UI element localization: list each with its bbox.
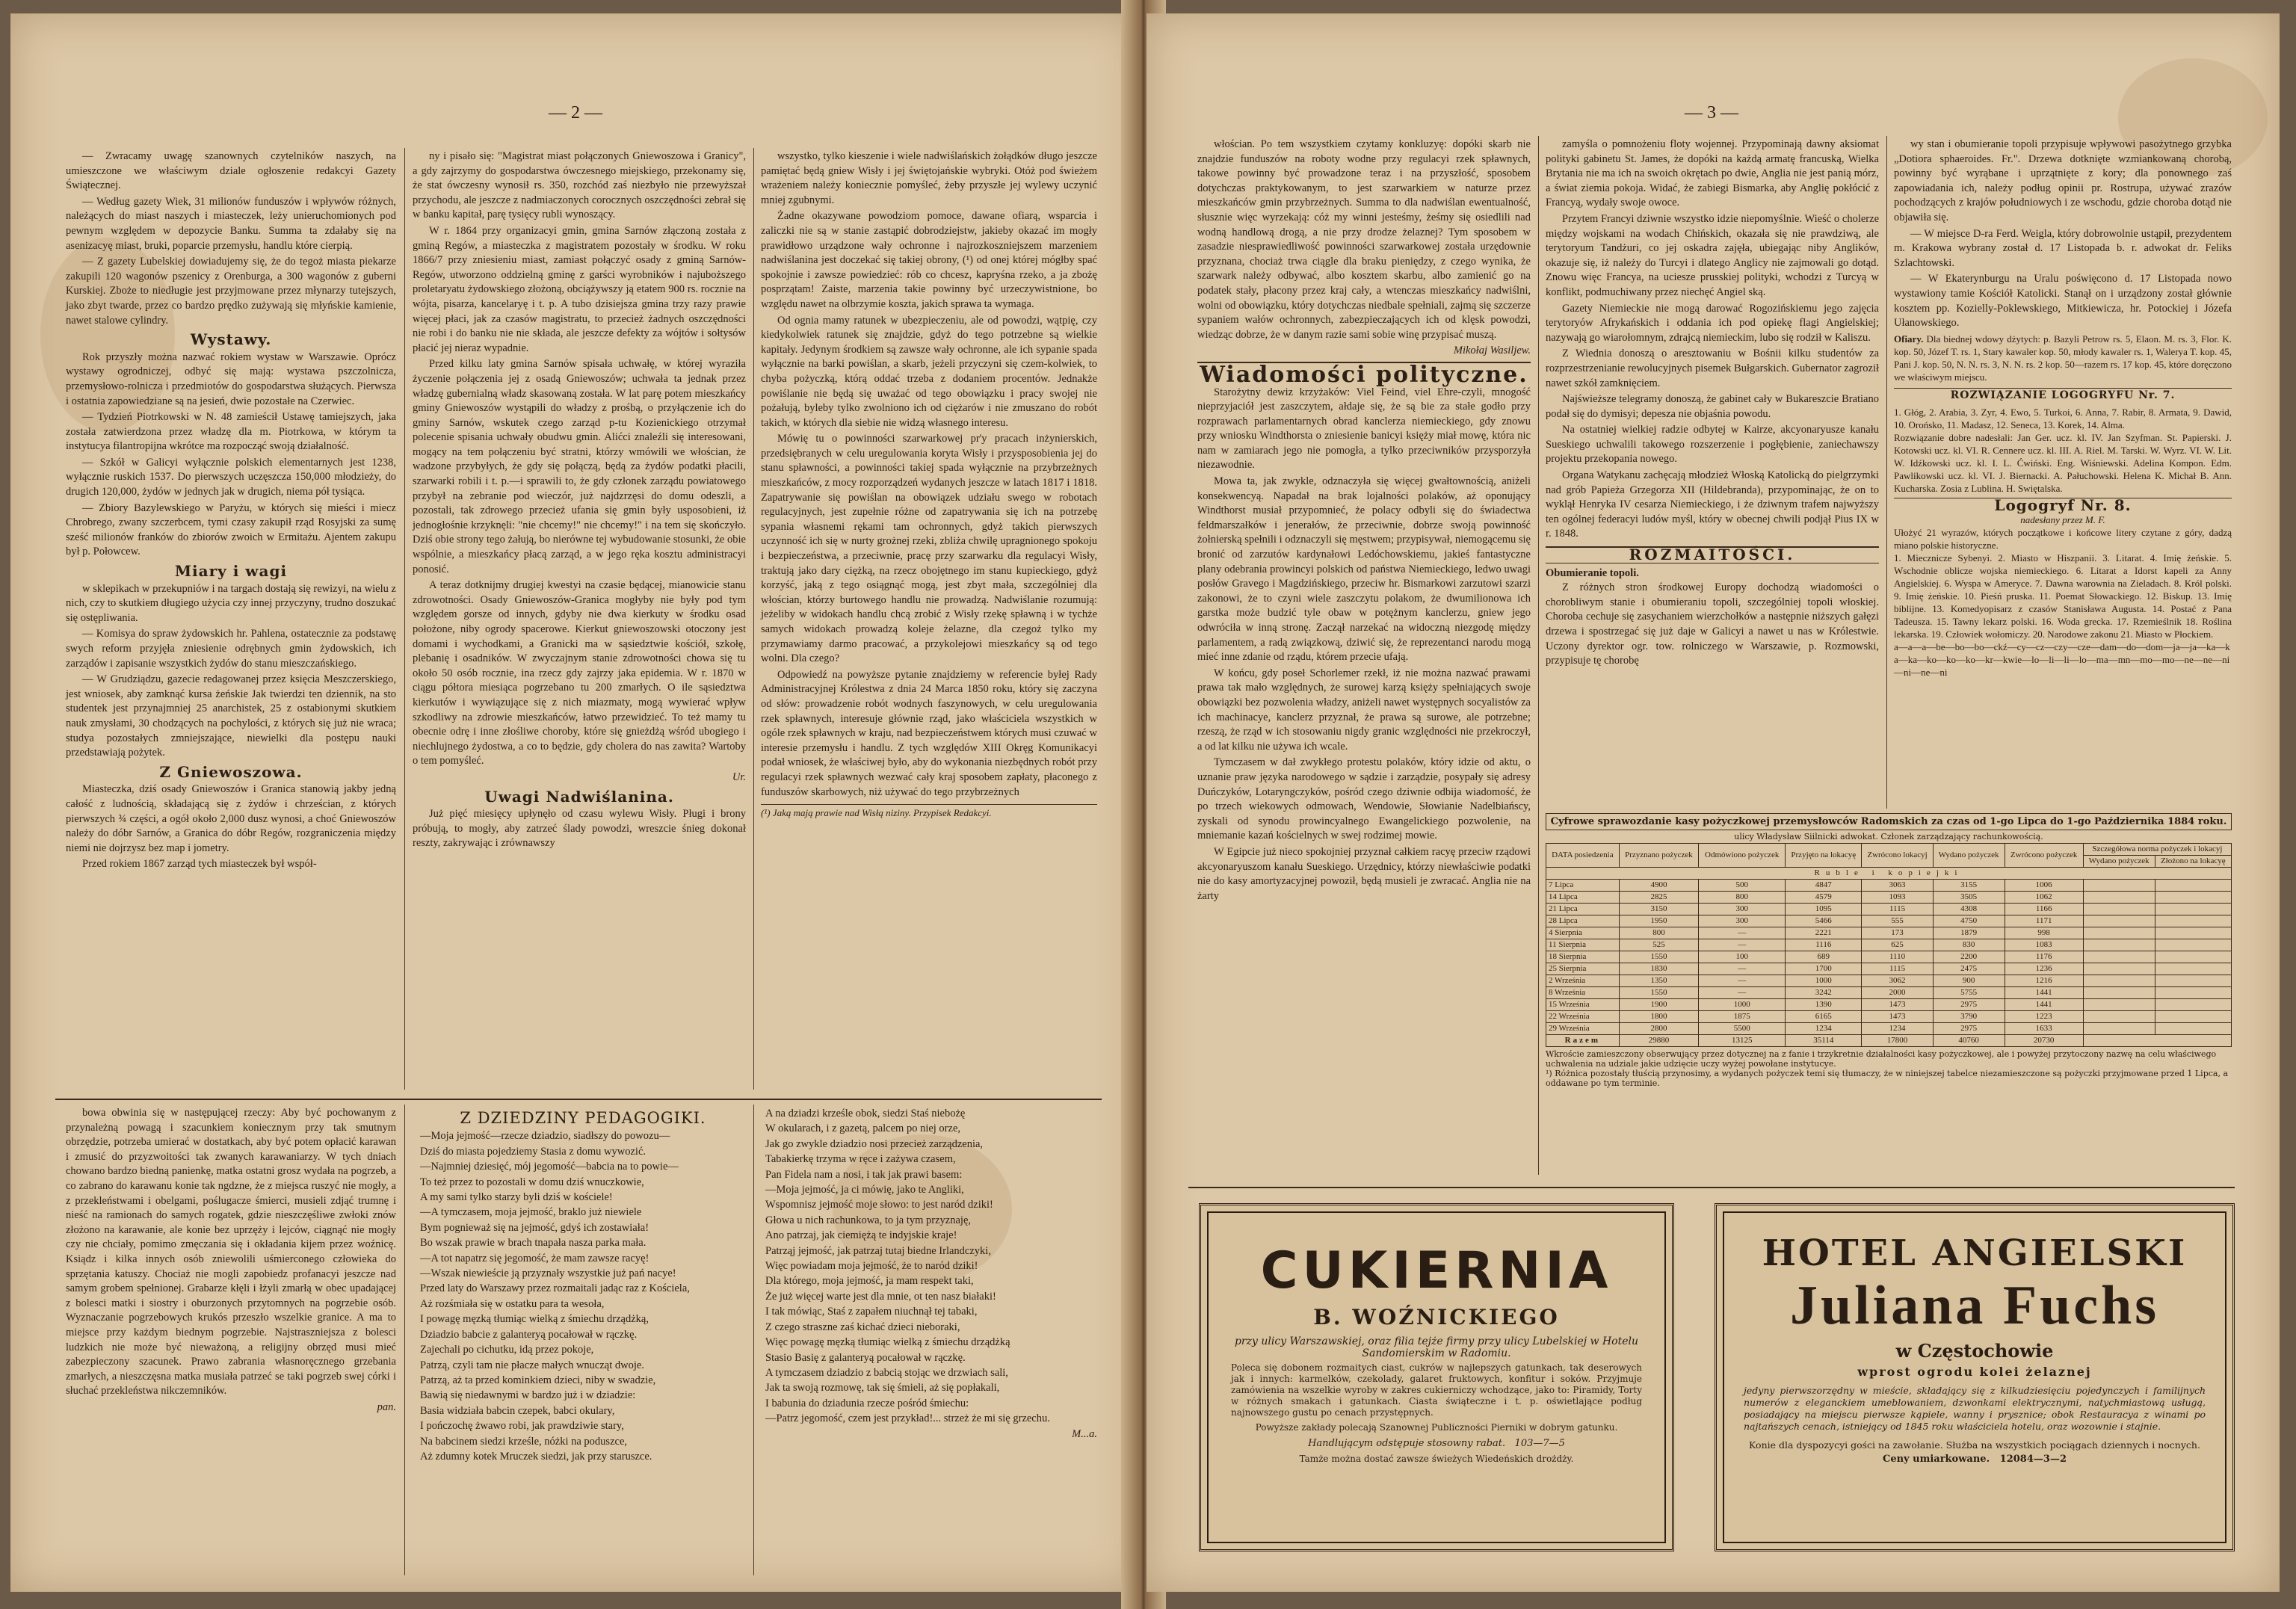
table-cell: 1800 xyxy=(1619,1011,1699,1023)
paragraph: Tymczasem w dał zwykłego protestu polaków, który idzie od aktu, o uznanie praw języka narodowego w sądzie i zarządzie, posypały się adresy Duńczyków, Lotaryngczyków, pośród czego dziwnie odbija wiadomość, że po trzech wiekowych odmowach, Wendowie, Słowianie Nadelbiańscy, zyskali od synodu prowincyalnego Ewangelickiego pozwolenie, na mniemanie kazań kościelnych w swej rodzimej mowie. xyxy=(1197,756,1531,842)
left-column-2 xyxy=(413,149,746,853)
paragraph: — Z gazety Lubelskiej dowiadujemy się, że do tegoż miasta piekarze zakupili 120 wagonów pszenicy z Orenburga, a 300 wagonów z guberni Kurskiej. Zboże to niedługie jest przyjmowane przez młynarzy tutejszych, jako zbyt twarde, przez co bardzo prędko zużywają się młyńskie kamienie, nawet stalowe cylindry. xyxy=(66,256,396,327)
heading-uwagi-nadwislanina: Uwagi Nadwiślanina. xyxy=(484,787,674,806)
paragraph: A teraz dotknijmy drugiej kwestyi na czasie będącej, mianowicie stanu zdrowotności. Osady Gniewoszów-Granica mogłyby nie były pod tym względem gorsze od innych, gdyby nie dwa kierkuty w środku osad położone, niby ogrody spacerowe. Kierkut gniewoszowski otoczony jest domami i wychodkami, a Granicki ma w sąsiedztwie kościół, szkołę, plebanię i osadników. W zwyczajnym stanie zdrowotności chowa się tu około 50 osób rocznie, ina rzecz gdy zajrzy jaka epidemia. W r. 1870 w ciągu półtora miesiąca pogrzebano tu 200 zmarłych. O ile sąsiedztwa kierkutów i wywiązujące się z nich miazmaty, mogą wywierać wpływ szkodliwy na zdrowie mieszkańców, łatwo przewidzieć. To też mamy tu obecnie odrę i inne złośliwe choroby, które się gnieżdżą wśród ubogiego i niechlujnego żydostwa, a co to będzie, gdy cholera do nas zawita? Wartoby o tem pomyśleć. xyxy=(413,579,746,768)
ad-hotel-code: 12084—3—2 xyxy=(1999,1454,2067,1465)
loan-table-body xyxy=(1546,880,2232,1035)
ad-hotel-location: wprost ogrodu kolei żelaznej xyxy=(1857,1365,2092,1379)
lc2-paragraphs-2 xyxy=(413,807,746,851)
total-cell: 17800 xyxy=(1862,1035,1933,1047)
poem-line: I tak mówiąc, Staś z zapałem niuchnął tej tabaki, xyxy=(765,1306,978,1318)
table-cell: 1000 xyxy=(1786,975,1862,987)
table-cell: 2000 xyxy=(1862,987,1933,999)
heading-wystawy: Wystawy. xyxy=(190,330,272,349)
poem-line: To też przez to pozostali w domu dziś wnuczkowie, xyxy=(420,1176,644,1188)
table-subtitle: ulicy Władysław Siilnicki adwokat. Członek zarządzający rachunkowością. xyxy=(1734,832,2043,841)
paragraph: W Egipcie już nieco spokojniej przyznał całkiem racyę przeciw rządowi akcyonaryuszom kanału Sueskiego. Urzędnicy, którzy niewłaściwie podatki nie do kasy amortyzacyjnej powoził, będą musieli je zwracać. Anglia nie na żarty xyxy=(1197,845,1531,902)
table-cell: — xyxy=(1699,927,1786,939)
poem-line: Patrzą, czyli tam nie płacze małych wnucząt dwoje. xyxy=(420,1359,644,1371)
table-cell: 1062 xyxy=(2005,892,2083,904)
poem-line: Tabakierkę trzyma w ręce i zażywa czasem, xyxy=(765,1153,956,1166)
table-cell: 11 Sierpnia xyxy=(1546,939,1620,951)
paragraph: — Tydzień Piotrkowski w N. 48 zamieścił Ustawę tamiejszych, jaka została zatwierdzona przez władzę dla m. Piotrkowa, w którym ta instytucya filantropijna wkrótce ma rozpocząć swoją działalność. xyxy=(66,411,396,453)
paragraph: bowa obwinia się w następującej rzeczy: Aby być pochowanym z przynależną powagą i szacunkiem koniecznym przy tak smutnym obrzędzie, potrzeba umierać w dostatkach, aby być potem opłacić karawan i zmusić do przyzwoitości tak zwanych karawaniarzy. W tych dniach chowano bardzo biedną panienkę, matka ostatni grosz wydała na pogrzeb, a co zabrano do karawanu konie tak ngdzne, że z miejsca ruszyć nie mogły, a z przekleństwami i obelgami, poślugacze śmierci, musieli zdjąć trumnę i nieść na ramionach do samych rogatek, gdzie nieszczęśliwe zwłoki znów złożono na karawanie, ale konie bez uprzęży i lejców, ciągnąć nie mogły czy nie chciały, pomimo zmęczania się i okładania kijem przez woźnicę. Ksiądz i kilka innych osób zniewolili uśmierconego człowieka do sprzętania katuszy. Chociaż nie mogli zapobiedz profanacyi jeszcze nad samym grobem spełnionej. Grabarze kłęli i łżyli zmarłą w obec upadającej z bolesci matki i siostry i oburzonych przytomnych na pogrzebie osób. Wyznaczanie pogrzebowych krukós przeszło wszelkie granice. A ma to miejsce przy każdym biednym pogrzebie. Najstraszniejsza z bolesci ludzkich nie może być nieważoną, a religijny obrzęd musi mieć zabezpieczony szacunek. Prawo zabrania własnoręcznego grzebania zmarłych, a nieszczęsna matka musiała patrzeć se taki pogrzeb swej córki i słuchać przekleństwa nikczemników. xyxy=(66,1107,396,1398)
ads-rule xyxy=(1188,1187,2235,1188)
poem-line: A na dziadzi krześle obok, siedzi Staś niebożę xyxy=(765,1108,966,1119)
poem-line: Na babcinem siedzi krześle, nóżki na poduszce, xyxy=(420,1435,628,1448)
poem-line: Z czego straszne zaś kichać dzieci nieboraki, xyxy=(765,1321,960,1333)
poem-line: I powagę męzką tłumiąc wielką z śmiechu drządżką, xyxy=(420,1313,649,1326)
table-row xyxy=(1546,1011,2232,1023)
table-row xyxy=(1546,904,2232,915)
table-row xyxy=(1546,951,2232,963)
footnote: (¹) Jaką mają prawie nad Wisłą niziny. Przypisek Redakcyi. xyxy=(761,804,1097,819)
table-cell: 28 Lipca xyxy=(1546,915,1620,927)
table-cell: 1115 xyxy=(1862,904,1933,915)
table-cell: 18 Sierpnia xyxy=(1546,951,1620,963)
ad-cukiernia-body: Poleca się dobonem rozmaitych ciast, cukrów w najlepszych gatunkach, tak deserowych jak i innych: karmelków, czekolady, galaret fruktowych, konfitur i soków. Przyjmuje zamówienia na wszelkie wyroby w zakres cukierniczy wchodzące, jako to: Piramidy, Torty w różnych smakach i gatunkach. Ciasta świąteczne i t. p. oświetlające podług najnowszego gustu po cenach przystępnych. xyxy=(1231,1362,1642,1418)
column-divider xyxy=(753,1105,754,1575)
th-norma: Szczegółowa norma pożyczek i lokacyj xyxy=(2083,844,2231,856)
table-cell: 14 Lipca xyxy=(1546,892,1620,904)
table-cell: 1234 xyxy=(1786,1023,1862,1035)
poem-line: Głowa u nich rachunkowa, to ja tym przyznaję, xyxy=(765,1214,972,1226)
paragraph: Organa Watykanu zachęcają młodzież Włoską Katolicką do pielgrzymki nad grób Papieża Grzegorza XII (Hildebranda), przypominając, że on to wyklął Henryka IV cesarza Niemieckiego, i że dziwnym trafem najwyższy ten ogólnej federacyi ludów myśl, który w obecnej chwili podjął Pius IX w r. 1848. xyxy=(1546,469,1879,540)
ad-hotel-title: HOTEL ANGIELSKI xyxy=(1762,1232,2188,1274)
table-cell: 29 Września xyxy=(1546,1023,1620,1035)
heading-wiadomosci-polityczne: Wiadomości polityczne. xyxy=(1200,361,1528,388)
page-number-right: — 3 — xyxy=(1685,103,1738,123)
th-units: Ruble i kopiejki xyxy=(1546,868,2232,880)
ad-hotel-name: Juliana Fuchs xyxy=(1789,1275,2160,1336)
ad-cukiernia xyxy=(1199,1203,1674,1551)
ad-hotel-prices: Ceny umiarkowane. 12084—3—2 xyxy=(1882,1454,2067,1465)
paragraph: Najświeższe telegramy donoszą, że gabinet cały w Bukareszcie Bratiano podał się do dymisyi; depesza nie objaśnia powodu. xyxy=(1546,393,1879,420)
poem-line: —Wszak niewieście ją przyznały wszystkie już pań nacye! xyxy=(420,1267,676,1280)
table-cell: 1234 xyxy=(1862,1023,1933,1035)
table-cell: 2 Września xyxy=(1546,975,1620,987)
column-divider xyxy=(404,1105,405,1575)
table-cell: 1390 xyxy=(1786,999,1862,1011)
paragraph: — Szkół w Galicyi wyłącznie polskich elementarnych jest 1238, wyłącznie ruskich 1537. Do pierwszych uczęszcza 150,000 młodzieży, do drugich 120,000, żydów w jednych jak w drugich, niema pół tysiąca. xyxy=(66,456,396,498)
paragraph: — Komisya do spraw żydowskich hr. Pahlena, ostatecznie za podstawę swych reform przyjęła zniesienie odrębnych gmin żydowskich, ich zarządów i zapisanie wszystkich żydów do stanu mieszczańskiego. xyxy=(66,628,396,670)
table-cell: 4579 xyxy=(1786,892,1862,904)
paragraph: Od ognia mamy ratunek w ubezpieczeniu, ale od powodzi, wątpię, czy kiedykolwiek ratunek się znajdzie, gdyż do tego potrzebne są wielkie kapitały. Jedynym środkiem są zawsze wały ochronne, ale ich sypanie spada wyłącznie na barki powiślan, a skarb, jeżeli przyczyni się czem-kolwiek, to chyba pożyczką, którą oddać trzeba z dodaniem procentów. Jednakże powiślanie nie będą się uważać od tego obowiązku i pracy swojej nie pożałują, byleby tylko zwolniono ich od ciężarów i nie zmuszano do robót takich, w których dla siebie nie widzą własnego interesu. xyxy=(761,314,1097,429)
table-cell: 2825 xyxy=(1619,892,1699,904)
table-cell: 800 xyxy=(1699,892,1786,904)
table-row xyxy=(1546,1023,2232,1035)
poem-column-2 xyxy=(765,1106,1097,1442)
table-cell: 1116 xyxy=(1786,939,1862,951)
ofiary-text: Dla biednej wdowy dżytych: p. Bazyli Petrow rs. 5, Elaon. M. rs. 3, Flor. K. kop. 50, Józef T. rs. 1, Stary kawaler kop. 50, młody kawaler rs. 1, Walerya T. kop. 45, Pani J. kop. 50, N. N. rs. 3, N. N. rs. 2 kop. 50—razem rs. 17 kop. 45, które doręczono we właściwym miejscu. xyxy=(1894,333,2232,383)
total-cell: 13125 xyxy=(1699,1035,1786,1047)
heading-miary-i-wagi: Miary i wagi xyxy=(174,562,288,581)
th-wydano: Wydano pożyczek xyxy=(1933,844,2005,868)
table-title: Cyfrowe sprawozdanie kasy pożyczkowej przemysłowców Radomskich za czas od 1-go Lipca do 1-go Października 1884 roku. xyxy=(1546,813,2232,830)
feuilleton-column-1 xyxy=(66,1106,396,1415)
poem-line: I pończochę żwawo robi, jak prawdziwie stary, xyxy=(420,1420,624,1433)
logogryf-7-heading: ROZWIĄZANIE LOGOGRYFU Nr. 7. xyxy=(1894,388,2232,404)
logogryf-8-intro: Ułożyć 21 wyrazów, których początkowe i końcowe litery czytane z góry, dadzą miano polskie historyczne. xyxy=(1894,526,2232,551)
rc3-paragraphs xyxy=(1894,138,2232,331)
table-cell: 500 xyxy=(1699,880,1786,892)
th-data: DATA posiedzenia xyxy=(1546,844,1620,868)
poem-heading: Z DZIEDZINY PEDAGOGIKI. xyxy=(460,1109,706,1127)
table-cell: 5755 xyxy=(1933,987,2005,999)
table-cell: 689 xyxy=(1786,951,1862,963)
poem-lines-1 xyxy=(420,1128,746,1464)
poem-line: —Moja jejmość, ja ci mówię, jako te Angliki, xyxy=(765,1184,964,1196)
paragraph: — Według gazety Wiek, 31 milionów funduszów i wpływów różnych, należących do miast naszych i miasteczek, leży unieruchomionych pod pewnym względem w depozycie Banku. Summa ta zdałaby się na asenizacyę miast, bruki, poparcie przemysłu, handlu które cierpią. xyxy=(66,195,396,252)
table-cell: 1083 xyxy=(2005,939,2083,951)
table-row xyxy=(1546,975,2232,987)
signature-ur: Ur. xyxy=(732,770,746,783)
poem-line: —A tot napatrz się jegomość, że mam zawsze racyę! xyxy=(420,1252,649,1264)
total-cell: 29880 xyxy=(1619,1035,1699,1047)
th-zwrocono-lok: Zwrócono lokacyj xyxy=(1862,844,1933,868)
total-cell: 35114 xyxy=(1786,1035,1862,1047)
paragraph: Rok przyszły można nazwać rokiem wystaw w Warszawie. Oprócz wystawy ogrodniczej, odbyć się mają: wystawa pszczolnicza, przemysłowo-rolnicza i przedmiotów do gospodarstwa służących. Pierwsza i ostatnia zapowiedziane są na jesień, dwie pozostałe na Czerwiec. xyxy=(66,350,396,407)
table-cell: 1223 xyxy=(2005,1011,2083,1023)
table-row xyxy=(1546,999,2232,1011)
table-cell: 1550 xyxy=(1619,987,1699,999)
ad-hotel-body: jedyny pierwszorzędny w mieście, składający się z kilkudziesięciu pojedynczych i familijnych numerów z eleganckiem umeblowaniem, dzwonkami elektrycznymi, natychmiastową usługą, posiadający na miejscu pierwsze kąpiele, wanny i prysznice; obok Restauracya z winami po najtańszych cenach, istniejący od 1845 roku właściciela hotelu, oraz wozownie i stajnie. xyxy=(1744,1385,2206,1432)
table-cell: 555 xyxy=(1862,915,1933,927)
ad-cukiernia-title: CUKIERNIA xyxy=(1260,1241,1613,1300)
paragraph: W r. 1864 przy organizacyi gmin, gmina Sarnów złączoną została z gminą Regów, a miasteczka z magistratem pozostały w środku. W roku 1866/7 przy zniesieniu miast, zamiast połączyć osady z gminą Sarnów-Regów, utworzono oddzielną gminę z garści wyrobników i najuboższego proletaryatu żydowskiego złożoną, obciążywszy ją etatem 900 rs. rocznie na wójta, pisarza, kancelaryę i t. p. A tubo dzisiejsza gmina trzy razy prawie więcej płaci, jak za czasów magistratu, to przecież żadnych oszczędności nie robi i do banku nie nie składa, ale jeszcze defekty za wójtów i sołtysów płacić jej nieraz wypadnie. xyxy=(413,224,746,354)
column-divider xyxy=(1538,136,1539,1175)
table-cell: 6165 xyxy=(1786,1011,1862,1023)
signature-wasiljew: Mikołaj Wasiljew. xyxy=(1453,345,1531,357)
table-cell: 1115 xyxy=(1862,963,1933,975)
column-divider xyxy=(1886,136,1887,809)
poem-line: Bo wszak prawie w brach tnapała nasza parka mała. xyxy=(420,1237,646,1250)
poem-line: Stasio Basię z galanteryą pocałował w rączkę. xyxy=(765,1351,966,1364)
table-cell: 1441 xyxy=(2005,987,2083,999)
table-cell: 300 xyxy=(1699,915,1786,927)
table-cell: 4847 xyxy=(1786,880,1862,892)
lc1-paragraphs-3 xyxy=(66,582,396,761)
logogryf-8-author: nadesłany przez M. F. xyxy=(2020,513,2105,525)
lc1-paragraphs-2 xyxy=(66,350,396,560)
poem-line: I babunia do dziadunia rzecze pośród śmiechu: xyxy=(765,1397,969,1409)
table-cell: 1473 xyxy=(1862,1011,1933,1023)
poem-line: —A tymczasem, moja jejmość, braklo już niewiele xyxy=(420,1206,642,1219)
logogryf-8-syllables: a—a—a—be—bo—bo—ckź—cy—cz—czy—cze—dam—do—dom—ja—ja—ka—ka—ka—ko—ko—ko—kr—kwie—lo—li—li—lo—ma—mn—mo—mo—ne—ne—ni—ni—ne—ni xyxy=(1894,640,2230,678)
table-cell: 800 xyxy=(1619,927,1699,939)
poem-line: Ano patrzaj, jak ciemiężą te indyjskie kraje! xyxy=(765,1229,957,1242)
ad-hotel-angielski xyxy=(1715,1203,2235,1551)
table-cell: 5500 xyxy=(1699,1023,1786,1035)
table-cell: 830 xyxy=(1933,939,2005,951)
table-cell: 1166 xyxy=(2005,904,2083,915)
paragraph: wy stan i obumieranie topoli przypisuje wpływowi pasożytnego grzybka „Dotiora sphaeroides. Fr.". Drzewa dotknięte wzmiankowaną chorobą, powinny być wyrąbane i uprzątnięte z kory; dla ponownego zaś zapowiadania ich, należy podług opinii pr. Rostrupa, używać zrazów pochodzących z krajów południowych i ze wschodu, gdzie choroba dotąd nie objawiła się. xyxy=(1894,138,2232,223)
table-cell: — xyxy=(1699,975,1786,987)
ofiary-heading: Ofiary. xyxy=(1894,333,1924,345)
poem-lines-2 xyxy=(765,1106,1097,1427)
paragraph: — W Grudziądzu, gazecie redagowanej przez księcia Meszczerskiego, jest wniosek, aby zamknąć kursa żeńskie Jak twierdzi ten dziennik, na sto studentek jest przynajmniej 25 anarchistek, 25 z ostabionymi skutkiem nauk zmysłami, 30 chodzących na pochylości, z których się już nie wraca; studya pozostałych zmniejszające, niewielki dla postępu nauki przedstawiają pożytek. xyxy=(66,673,396,759)
table-cell: 2975 xyxy=(1933,999,2005,1011)
paragraph: Starożytny dewiz krzyżaków: Viel Feind, viel Ehre-czyli, mnogość nieprzyjaciół jest zaszczytem, ałdaje się, że są bie za stałe godło przy rozprawach parlamentarnych obrad kanclerza niemieckiego, gdy znowu przy wniosku Windthorsta o zniesienie banicyi księży miał mowę, która nic nam w zamiarach jego nie pomogła, a tylko przeciwników przysporzyła niezawodnie. xyxy=(1197,386,1531,472)
poem-line: Basia widziała babcin czepek, babci okulary, xyxy=(420,1404,615,1417)
table-cell: 4750 xyxy=(1933,915,2005,927)
page-number-left: — 2 — xyxy=(549,103,602,123)
table-cell: 1879 xyxy=(1933,927,2005,939)
table-row xyxy=(1546,963,2232,975)
paragraph: Mowa ta, jak zwykle, odznaczyła się więcej gwałtownością, aniżeli konsekwencyą. Napadał na brak lojalności polaków, aż oponujący Windthorst musiał przypomnieć, że polacy odbyli się do świadectwa feldmarszałków i jenerałów, że przeciwnie, dobrze swoją powinność żołnierską spełnili i odznaczyli się męstwem; przypisywał, niemogącemu się bronić od zarzutów kardynałowi Ledóchowskiemu, jakieś fantastyczne plany odebrania prowincyi polskich od państwa Niemieckiego, ledwo uwagi posłów Gravego i Magdzińskiego, przeciw hr. Bismarkowi zarzutowi szarzi zakonowi, że to czyni wiele zaszczytu polakom, że dwumilionowa ich garstka może budzić tyle obaw w potężnym kanclerzu, gniew jego odwróciła w inną stronę. Zaczął narzekać na widoczną niezgodę między parlamentem, a radą związkową, dziwić się, że reprezentanci narodu mogą mieć inne zdanie od rządu, którem przecie ufają. xyxy=(1197,475,1531,664)
paragraph: Żadne okazywane powodziom pomoce, dawane ofiarą, wsparcia i zaliczki nie są w stanie zastąpić dobrodziejstw, jakieby okazać im mogły prawidłowo urządzone wały ochronne i najrozkoszniejszem marzeniem nadwiślanina jest doczekać się takiej obrony, (¹) od onej której mógłby spać spokojnie i zawsze powiedzieć: rób co chcesz, kapryśna rzeko, a ja zbożę posprzątam! Zaiste, marzenia takie powinny być urzeczywistnione, bo względu nawet na olbrzymie koszta, jakich sprawa ta wymaga. xyxy=(761,210,1097,310)
lc1-paragraphs xyxy=(66,149,396,328)
table-cell: 4900 xyxy=(1619,880,1699,892)
paragraph: Przed kilku laty gmina Sarnów spisała uchwałę, w której wyraziła życzenie połączenia jej z osadą Gniewoszów; uchwała ta jednak przez władzę gubernialną władz skasowaną została. W lat parę potem mieszkańcy gminy Gniewoszów wystąpili do władzy z prośbą, o przyłączenie ich do gminy Sarnów, wskutek czego zarząd p-tu Kozienickiego otrzymał polecenie spisania uchwały obudwu gmin. Alićci znaleźli się interesowani, mogący na tem połączeniu być stratni, którzy wmówili we włościan, że wadzone przybyłych, że gdy się połączą, będą za żydów podatki płacili, szarwarki robili i t. p.—i sprawili to, że gdy członek zarządu powiatowego przybył na zebranie pod wieczór, już najdzrzęsi do domu odeszli, a pozostali, tak zdrowego przecież ufania się gmin były usposobieni, iż jednogłośnie krzyknęli: "nie chcemy!" nie chcemy!" i na tem się skończyło. Dziś obie strony tego żałują, bo nierówne tej wybudowanie stosunki, że obie wspólnie, a mieszkańcy płacą zarząd, a w jego ręka kosztu administracyi ponosić. xyxy=(413,358,746,575)
left-column-1 xyxy=(66,149,396,874)
table-cell: 1006 xyxy=(2005,880,2083,892)
signature-pan: pan. xyxy=(377,1400,396,1413)
logogryf-7-answers: 1. Głóg, 2. Arabia, 3. Zyr, 4. Ewo, 5. Turkoi, 6. Anna, 7. Rabir, 8. Armata, 9. Dawid, 10. Orońsko, 11. Madasz, 12. Seneca, 13. Korek, 14. Alma. xyxy=(1894,407,2232,431)
table-cell: 1950 xyxy=(1619,915,1699,927)
total-cell: 20730 xyxy=(2005,1035,2083,1047)
table-cell: 525 xyxy=(1619,939,1699,951)
paragraph: Mówię tu o powinności szarwarkowej pr'y pracach inżynierskich, przedsiębranych w celu uregulowania koryta Wisły i przysposobienia jej do stanu spławności, a powinności takiej spada wyłącznie na przybrzeżnych mieszkańców, z mocy rozporządzeń wydanych jeszcze w latach 1817 i 1818. Zapatrywanie się powiślan na obowiązek udziału swego w robotach regulacyjnych, jest zupełnie różne od zapatrywania się ich na potrzebę sypania własnemi rękami tam ochronnych, gdyż takich pierwszych uczynność ich się w nurty grożnej rzeki, zbliża chwilę upragnionego spokoju i bezpieczeństwa, a przeciwnie, pracę przy szarwarku dla regulacyi Wisły, traktują jako dary ciężką, na rzecz obojętnego im stanu kupieckiego, gdyż korzyść, jaką z tego osiągnąć mogą, jest zbyt mała, szczególniej dla włościan, którzy burtowego handlu nie prowadzą. Nadwiślanie rozumują: jeżeliby w widokach handlu chcą zrobić z Wisły rzekę spławną i w tychże samych widokach prowadzą koleje żelazne, dla czegoż tylko my przymawiamy darmo pracować, a przykolejowi mieszkańcy są od tego wolni. Dla czego? xyxy=(761,433,1097,665)
th-wydano-sub: Wydano pożyczek xyxy=(2083,856,2155,868)
th-odmowiono: Odmówiono pożyczek xyxy=(1699,844,1786,868)
poem-line: Patrzą, aż ta przed kominkiem dzieci, niby w swadzie, xyxy=(420,1374,656,1386)
paragraph: Z Wiednia donoszą o aresztowaniu w Bośnii kilku studentów za rozprzestrzenianie rewolucyjnych pisemek Bułgarskich. Gubernator zagroził nawet szkół zamknięciem. xyxy=(1546,348,1879,389)
table-cell: 1093 xyxy=(1862,892,1933,904)
table-cell: 1550 xyxy=(1619,951,1699,963)
right-column-3 xyxy=(1894,138,2232,679)
table-cell: 2800 xyxy=(1619,1023,1699,1035)
poem-line: Przed laty do Warszawy przez rozmaitali jadąc raz z Kościela, xyxy=(420,1282,690,1295)
rc1-paragraphs xyxy=(1197,138,1531,342)
poem-line: A my sami tylko starzy byli dziś w kościele! xyxy=(420,1191,613,1204)
ad-cukiernia-code: 103—7—5 xyxy=(1514,1438,1565,1449)
table-cell: 1875 xyxy=(1699,1011,1786,1023)
table-cell: 625 xyxy=(1862,939,1933,951)
poem-signature: M...a. xyxy=(1072,1427,1097,1440)
th-zlozono-sub: Złożono na lokacyę xyxy=(2155,856,2231,868)
poem-line: Wspomnisz jejmość moje słowo: to jest naród dziki! xyxy=(765,1199,993,1211)
table-note-1: Wkroście zamieszczony obserwujący przez dotycznej na z fanie i trzykretnie działalności kasy pożyczkowej, ale i powyżej przytoczony nazwę na celu właściwego uchwalenia na udziale jakie udzięcie uczy wyżej powołane instytucye. xyxy=(1546,1049,2217,1069)
poem-line: Bym pognieważ się na jejmość, gdyś ich zostawiała! xyxy=(420,1221,649,1234)
table-cell: 300 xyxy=(1699,904,1786,915)
table-cell: 22 Września xyxy=(1546,1011,1620,1023)
table-cell: 2200 xyxy=(1933,951,2005,963)
paragraph: ny i pisało się: "Magistrat miast połączonych Gniewoszowa i Granicy", a gdy zajrzymy do gospodarstwa ówczesnego miejskiego, przekonamy się, że stat ówczesny wynosił rs. 350, rozchód zaś niezbyło nie przewyższał przychodu, ale jeszcze z nadmiaczonych corocznych oszczędności zebrał się w banku kapitał, parę tysięcy rubli wynoszący. xyxy=(413,150,746,221)
table-cell: 2475 xyxy=(1933,963,2005,975)
table-cell: — xyxy=(1699,963,1786,975)
heading-rozmaitosci: ROZMAITOŚCI. xyxy=(1546,546,1879,563)
poem-line: Aż rozśmiała się w ostatku para ta wesoła, xyxy=(420,1297,605,1310)
feuilleton-rule xyxy=(55,1099,1102,1100)
poem-line: Pan Fidela nam a nosi, i tak jak prawi basem: xyxy=(765,1168,963,1181)
table-cell: 2221 xyxy=(1786,927,1862,939)
table-row xyxy=(1546,927,2232,939)
poem-line: Więc powiadam moja jejmość, że to naród dziki! xyxy=(765,1260,978,1273)
table-cell: 3150 xyxy=(1619,904,1699,915)
paragraph: W końcu, gdy poseł Schorlemer rzekł, iż nie można nazwać prawami prawa tak mało względnych, że surowej karzą księży spełniających swoje obowiązki bez pozwolenia władzy, aniżeli nawet występnych socyalistów za ich machinacye, kanclerz przyznał, że prawa są surowe, ale potrzebne; rzeszą, że rząd w ich stosowaniu nigdy granic względności nie przekroczył, a od lat kilku nie używa ich wcale. xyxy=(1197,667,1531,753)
table-cell: 1830 xyxy=(1619,963,1699,975)
table-row xyxy=(1546,987,2232,999)
heading-gniewoszowa: Z Gniewoszowa. xyxy=(159,762,303,781)
table-cell: 8 Września xyxy=(1546,987,1620,999)
table-cell: 1633 xyxy=(2005,1023,2083,1035)
poem-line: A tymczasem dziadzio z babcią stojąc we drzwiach sali, xyxy=(765,1366,1008,1379)
lc1-paragraphs-4 xyxy=(66,782,396,872)
table-cell: 100 xyxy=(1699,951,1786,963)
column-divider xyxy=(753,148,754,1090)
poem-column-1 xyxy=(420,1106,746,1464)
poem-line: Dziś do miasta pojedziemy Stasia z domu wywozić. xyxy=(420,1145,646,1158)
ad-cukiernia-body-2: Powyższe zakłady polecają Szanownej Publiczności Pierniki w dobrym gatunku. xyxy=(1255,1422,1618,1433)
column-divider xyxy=(404,148,405,1090)
paragraph: włościan. Po tem wszystkiem czytamy konkluzyę: dopóki skarb nie znajdzie funduszów na roboty wodne przy regulacyi rzek spławnych, takowe powinny być prowadzone teraz i na przyszłość, sposobem dotychczas praktykowanym, to jest szarwarkiem w naturze przez mieszkańców gmin przybrzeżnych. Summa to dla nadwiślan ewentualność, słusznie więc wyrzekają: cóż my winni jesteśmy, żeśmy się osiedlili nad wodną handlową drogą, a nie przy drodze żelaznej? Tym sposobem w zasadzie niesprawiedliwość powinności szarwarkowej została urzędownie przyznana, chociaż trwa ciągle dla braku pieniędzy, z czego wynika, że szarwark należy odbywać, albo kosztem skarbu, albo zamienić go na podatek stały, płacony przez kraj cały, a wtenczas mieszkańcy nadwiślni, wolni od obowiązku, który dotychczas niedbale spełniali, zajmą się szczerze sypaniem wałów ochronnych, zabezpieczających ich od klęsk powodzi, wiedząc dobrze, że w danym razie sami sobie winę przypisać muszą. xyxy=(1197,138,1531,341)
paragraph: — W miejsce D-ra Ferd. Weigla, który dobrowolnie ustąpił, prezydentem m. Krakowa wybrany został d. 17 Listopada b. r. adwokat dr. Feliks Szlachtowski. xyxy=(1894,227,2232,269)
th-przyznano: Przyznano pożyczek xyxy=(1619,844,1699,868)
paragraph: Miasteczka, dziś osady Gniewoszów i Granica stanowią jakby jedną całość z ludnością, składającą się z żydów i chrześcian, z których pierwszych ¾ części, a ogół około 2,000 dusz wynosi, a choć Gniewoszów należy do dóbr Sarnów, a Granica do dóbr Regów, rozgraniczenia między niemi nie dojrzysz bez map i jometry. xyxy=(66,783,396,854)
ad-cukiernia-address: przy ulicy Warszawskiej, oraz filia tejże firmy przy ulicy Lubelskiej w Hotelu Sandomierskim w Radomiu. xyxy=(1234,1335,1639,1359)
table-cell: 3790 xyxy=(1933,1011,2005,1023)
heading-obumieranie-topoli: Obumieranie topoli. xyxy=(1546,566,1639,579)
rc2-paragraphs xyxy=(1546,138,1879,542)
poem-line: Patrząj jejmość, jak patrzaj tutaj biedne Irlandczyki, xyxy=(765,1244,991,1257)
table-row xyxy=(1546,880,2232,892)
logogryf-7-solvers: Rozwiązanie dobre nadesłali: Jan Ger. ucz. kl. IV. Jan Szyfman. St. Papierski. J. Kotowski ucz. kl. VI. R. Cennere ucz. kl. III. A. Riel. M. Tarski. W. Wyrz. VI. W. Lit. W. Idźkowski ucz. kl. I. L. Ćwiński. Eng. Wiśniewski. Adelina Kompon. Edm. Pawlikowski ucz. kl. VI. J. Biernacki. A. Pałuchowski. Helena K. Michał B. Ann. Kucharska. Zosia z Lublina. H. Swiętalska. xyxy=(1894,432,2232,495)
table-cell: 1095 xyxy=(1786,904,1862,915)
poem-line: —Patrz jegomość, czem jest przykład!... strzeż że mi się grzechu. xyxy=(765,1412,1050,1425)
poem-line: Bawią się niedawnymi w bardzo już i w dziadzie: xyxy=(420,1389,636,1402)
table-cell: 3063 xyxy=(1862,880,1933,892)
poem-line: —Najmniej dziesięć, mój jegomość—babcia na to powie— xyxy=(420,1161,679,1173)
paragraph: Przytem Francyi dziwnie wszystko idzie niepomyślnie. Wieść o cholerze między wojskami na wodach Chińskich, okazała się nie prawdziwą, ale terytoryum Tandżuri, co jej oskadra zajęła, ubiegając niby Anglików, okazuje się, iż należy do Turcyi i dlatego Anglicy nie zajmowali go dotąd. Znowu więc Francya, na uciesze prusskiej polityki, wchodzi z Turcyą w konflikt, podmuchiwany przez niechęć Angiel ską. xyxy=(1546,212,1879,298)
table-cell: 7 Lipca xyxy=(1546,880,1620,892)
table-cell: 1236 xyxy=(2005,963,2083,975)
paragraph: — Zbiory Bazylewskiego w Paryżu, w których się mieści i miecz Chrobrego, zwany szczerbcem, tymi czasy zakupił rząd Rosyjski za sumę sześć milionów franków do zbiorów zwoich w Ermitażu. Ajentem zakupu był p. Połowcew. xyxy=(66,501,396,558)
lc3-paragraphs xyxy=(761,149,1097,800)
logogryf-8-clues: 1. Miecznicze Sybenyi. 2. Miasto w Hiszpanii. 3. Litarat. 4. Imię żeńskie. 5. Wschodnie oblicze wojska niemieckiego. 6. Litarat a Idorst kapeli za Anny Angielskiej. 6. Wyspa w Ameryce. 7. Dawna warownia na Zieladach. 8. Król polski. 9. Imię żeńskie. 10. Pieśń pruska. 11. Poemat Słowackiego. 12. Biskup. 13. Imię biblijne. 13. Komedyopisarz z czasów Stanisława Augusta. 14. Postać z Pana Tadeusza. 15. Tawny lekarz polski. 16. Woda grecka. 17. Rzemieślnik 18. Roślina lekarska. 19. Człowiek wołomiczy. 20. Narodowe zakonu 21. Miasto w Płockiem. xyxy=(1894,552,2232,640)
logogryf-8-heading: Logogryf Nr. 8. xyxy=(1894,498,2232,513)
feuilleton-text xyxy=(66,1106,396,1399)
total-cell: 40760 xyxy=(1933,1035,2005,1047)
table-row xyxy=(1546,915,2232,927)
paragraph: Odpowiedź na powyższe pytanie znajdziemy w referencie byłej Rady Administracyjnej Królestwa z dnia 24 Marca 1850 roku, który się zaczyna od słów: prowadzenie robót wodnych faszynowych, w celu uregulowania rzek spławnych, interesuje głównie rząd, jako właściciela wszystkich w ogóle rzek spławnych w kraju, nad bezpieczeństwem których musi czuwać w interesie przemysłu i handlu. Z tych względów XIII Okręg Komunikacyi podał wniosek, że właściwej było, aby do wykonania niezbędnych robót przy regulacyi rzek spławnych wezwać cały kraj sposobem zapłaty, płaconego z funduszów skarbowych, niż używać do tego przybrzeżnych xyxy=(761,668,1097,798)
table-cell: 1216 xyxy=(2005,975,2083,987)
poem-line: Dziadzio babcie z galanteryą pocałował w rączkę. xyxy=(420,1328,638,1341)
table-cell: 3062 xyxy=(1862,975,1933,987)
poem-line: Zajechali po cichutku, idą przez pokoje, xyxy=(420,1344,594,1356)
th-zwrocono-poz: Zwrócono pożyczek xyxy=(2005,844,2083,868)
ad-hotel-footer: Konie dla dyspozycyi gości na zawołanie. Służba na wszystkich pociągach dziennych i nocnych. xyxy=(1749,1439,2200,1451)
table-cell: 1000 xyxy=(1699,999,1786,1011)
left-column-3 xyxy=(761,149,1097,819)
th-przyjeto: Przyjęto na lokacyę xyxy=(1786,844,1862,868)
table-cell: 1110 xyxy=(1862,951,1933,963)
table-cell: 2975 xyxy=(1933,1023,2005,1035)
lc2-paragraphs xyxy=(413,149,746,769)
table-cell: — xyxy=(1699,987,1786,999)
poem-line: Że już więcej warte jest dla mnie, ot ten nasz białaki! xyxy=(765,1290,996,1303)
poem-line: Więc powagę męzką tłumiąc wielką z śmiechu drządżką xyxy=(765,1336,1010,1349)
paragraph: Z różnych stron środkowej Europy dochodzą wiadomości o chorobliwym stanie i obumieraniu topoli, szczególniej topoli włoskiej. Choroba cechuje się zasychaniem wierzchołków a następnie niższych gałęzi drzewa i spostrzegać się już daje w Galicyi a nawet u nas w Królestwie. Uczony dyrektor ogr. tow. rolniczego w Warszawie, p. Rozmowski, przypisuje tę chorobę xyxy=(1546,581,1879,667)
poem-line: Jak ta swoją rozmowę, tak się śmieli, aż się popłakali, xyxy=(765,1382,1000,1395)
ad-cukiernia-owner: B. WOŹNICKIEGO xyxy=(1313,1305,1560,1329)
table-cell: 1900 xyxy=(1619,999,1699,1011)
table-cell: 3505 xyxy=(1933,892,2005,904)
right-page xyxy=(1147,13,2280,1592)
poem-line: Dla którego, moja jejmość, ja mam respekt taki, xyxy=(765,1275,974,1288)
total-label: Razem xyxy=(1546,1035,1620,1047)
poem-line: —Moja jejmość—rzecze dziadzio, siadłszy do powozu— xyxy=(420,1130,670,1143)
paragraph: — Zwracamy uwagę szanownych czytelników naszych, na umieszczone we właściwym dziale ogłoszenie redakcyi Gazety Świątecznej. xyxy=(66,150,396,192)
table-cell: 5466 xyxy=(1786,915,1862,927)
paragraph: Już pięć miesięcy upłynęło od czasu wylewu Wisły. Pługi i brony próbują, to mogły, aby zatrzeć ślady powodzi, wreszcie śnieg dokonał reszty, zakrywając i zrównawszy xyxy=(413,808,746,850)
table-cell: 25 Sierpnia xyxy=(1546,963,1620,975)
table-cell: 1441 xyxy=(2005,999,2083,1011)
table-note-2: ¹) Różnica pozostały tłuścią przynosimy, a wydanych pożyczek temi się tłumaczy, że w niniejszej tabelce niezamieszczone są pożyczki przyjmowane przed 1 Lipca, a oddawane po tym terminie. xyxy=(1546,1069,2229,1088)
rc2-paragraphs-2 xyxy=(1546,581,1879,669)
table-cell: 1176 xyxy=(2005,951,2083,963)
table-cell: 4 Sierpnia xyxy=(1546,927,1620,939)
table-cell: 1350 xyxy=(1619,975,1699,987)
table-cell: 3242 xyxy=(1786,987,1862,999)
table-row xyxy=(1546,892,2232,904)
table-cell: 4308 xyxy=(1933,904,2005,915)
poem-line: W okularach, i z gazetą, palcem po niej orze, xyxy=(765,1122,961,1135)
table-cell: 21 Lipca xyxy=(1546,904,1620,915)
table-row xyxy=(1546,939,2232,951)
ad-cukiernia-discount: Handlującym odstępuje stosowny rabat. 103—7—5 xyxy=(1308,1438,1565,1449)
left-page xyxy=(10,13,1139,1592)
table-cell: 3155 xyxy=(1933,880,2005,892)
table-cell: 998 xyxy=(2005,927,2083,939)
poem-line: Jak go zwykle dziadzio nosi przecież zarządzenia, xyxy=(765,1137,984,1150)
rc1-paragraphs-2 xyxy=(1197,386,1531,904)
paragraph: wszystko, tylko kieszenie i wiele nadwiślańskich żołądków długo jeszcze pamiętać będą gniew Wisły i jej świętojańskie wybryki. Otóż pod świeżem wrażeniem należy koniecznie pomyśleć, żeby przyszłe jej wylewy uczynić mniej zgubnymi. xyxy=(761,150,1097,206)
table-cell: 15 Września xyxy=(1546,999,1620,1011)
paragraph: zamyśla o pomnożeniu floty wojennej. Przypominają dawny aksiomat polityki gabinetu St. James, że dopóki na każdą armatę francuską, Wielka Brytania nie ma ich na swoich okrętach po dwie, Anglia nie jest panią mórz, a świat ziemia pokoja. Widać, że zabiegi Bismarka, aby Anglię pokłócić z Francyą, wydały swoje owoce. xyxy=(1546,138,1879,209)
table-cell: 1171 xyxy=(2005,915,2083,927)
paragraph: Przed rokiem 1867 zarząd tych miasteczek był współ- xyxy=(82,858,317,871)
table-cell: 900 xyxy=(1933,975,2005,987)
table-cell: 173 xyxy=(1862,927,1933,939)
loan-fund-report xyxy=(1546,813,2232,1088)
right-column-1 xyxy=(1197,138,1531,905)
table-cell: 1700 xyxy=(1786,963,1862,975)
table-cell: — xyxy=(1699,939,1786,951)
loan-table xyxy=(1546,843,2232,1047)
ad-hotel-city: w Częstochowie xyxy=(1895,1340,2054,1362)
table-cell: 1473 xyxy=(1862,999,1933,1011)
paragraph: Gazety Niemieckie nie mogą darować Rogozińskiemu jego zajęcia terytoryów Afrykańskich i oddania ich pod opiekę flagi Angielskiej; nazywają go wiarołomnym, zdrajcą niemieckim, lubo się rodził w Kaliszu. xyxy=(1546,302,1879,344)
poem-line: Aż zdumny kotek Mruczek siedzi, jak przy staruszce. xyxy=(420,1450,652,1463)
paragraph: — W Ekaterynburgu na Uralu poświęcono d. 17 Listopada nowo wystawiony tamie Kościół Katolicki. Stanął on i urządzony został głównie kosztem pp. Kozielly-Poklewskiego, Mitkiewicza, hr. Potockiej i Józefa Ułanowskiego. xyxy=(1894,273,2232,330)
right-column-2 xyxy=(1546,138,1879,670)
ad-cukiernia-footer: Tamże można dostać zawsze świeżych Wiedeńskich drożdży. xyxy=(1299,1454,1574,1464)
paragraph: Na ostatniej wielkiej radzie odbytej w Kairze, akcyonaryusze kanału Sueskiego uchwalili takowego rozszerzenie i pogłębienie, zaniechawszy projektu przekopania nowego. xyxy=(1546,424,1879,466)
paragraph: w sklepikach w przekupniów i na targach dostają się rewizyi, na wielu z nich, czy to skutkiem długiego użycia czy innej przyczyny, trudno doszukać się ostępliwania. xyxy=(66,582,396,624)
